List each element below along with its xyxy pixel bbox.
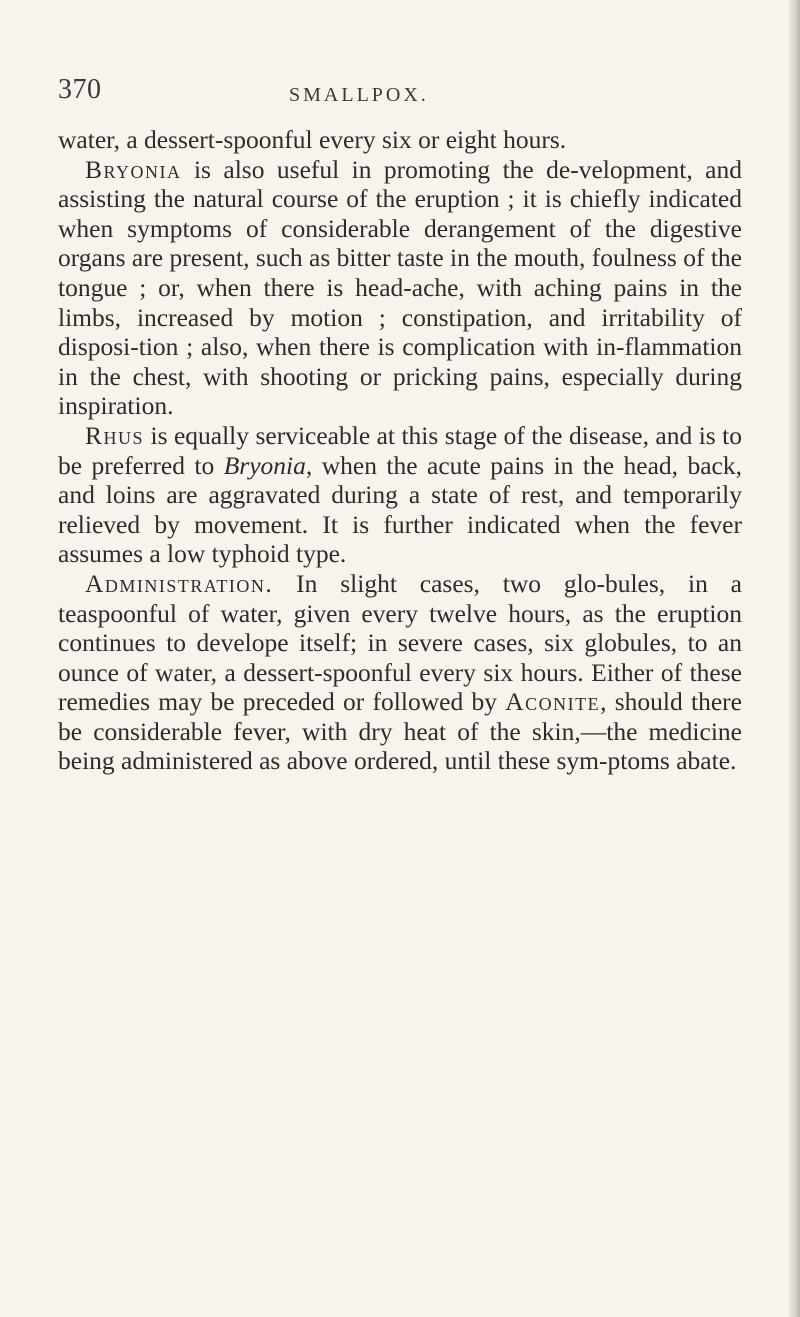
paragraph-administration: [58, 569, 742, 776]
paragraph-text: water, a dessert-spoonful every six or eight hours.: [58, 125, 567, 154]
paragraph-text: is equally serviceable at this stage of the disease, and is to be preferred to: [58, 420, 742, 480]
paragraph-text: In slight cases, two glo-bules, in a teaspoonful of water, given every twelve hours, as the eruption continues to develope itself; in severe cases, six globules, to an ounce of water, a dessert-spoonful every six hours. Either of these remedies may be preceded or followed by: [58, 568, 742, 717]
remedy-name-bryonia: Bryonia: [85, 154, 182, 184]
page-edge-shadow: [788, 0, 800, 1317]
paragraph-text: , should there be considerable fever, with dry heat of the skin,—the medicine being administered as above ordered, until these sym-ptoms abate.: [58, 687, 742, 776]
page-header: [58, 74, 758, 114]
running-head: SMALLPOX.: [289, 84, 429, 106]
paragraph-text: , when the acute pains in the head, back, and loins are aggravated during a state of rest, and temporarily relieved by movement. It is further indicated when the fever assumes a low typhoid type.: [58, 450, 743, 569]
paragraph-text: is also useful in promoting the de-velopment, and assisting the natural course of the eruption ; it is chiefly indicated when symptoms of considerable derangement of the digestive organs are present, such as bitter taste in the mouth, foulness of the tongue ; or, when there is head-ache, with aching pains in the limbs, increased by motion ; constipation, and irritability of disposi-tion ; also, when there is complication with in-flammation in the chest, with shooting or pricking pains, especially during inspiration.: [58, 154, 742, 421]
paragraph-bryonia: [58, 155, 742, 421]
body-text: [58, 125, 742, 776]
paragraph-continuation: [58, 125, 742, 155]
remedy-name-rhus: Rhus: [85, 420, 145, 450]
remedy-name-aconite: Aconite: [505, 687, 601, 717]
page-number: 370: [58, 74, 102, 105]
paragraph-rhus: [58, 421, 742, 569]
section-heading-administration: Administration.: [85, 568, 274, 598]
italic-remedy-bryonia: Bryonia: [223, 450, 306, 480]
